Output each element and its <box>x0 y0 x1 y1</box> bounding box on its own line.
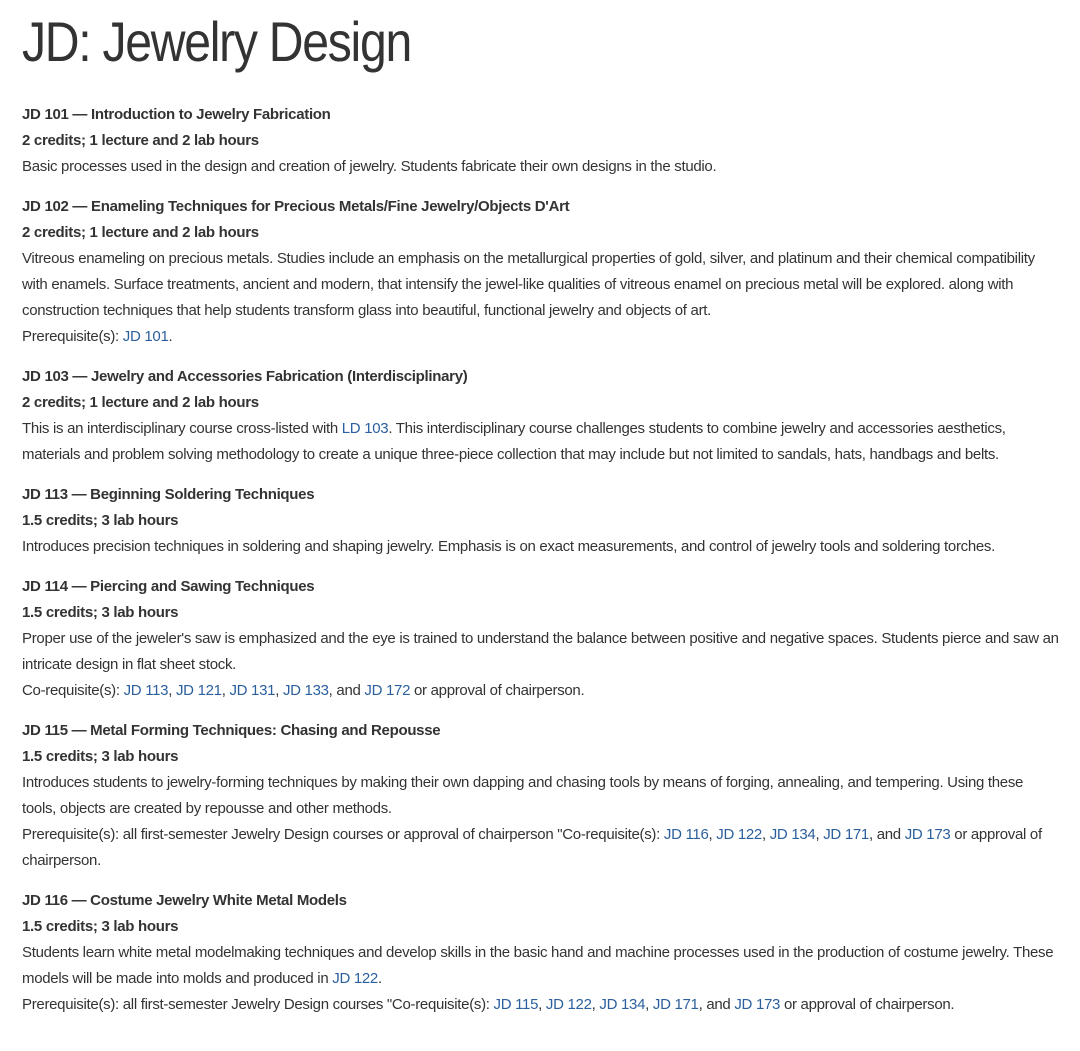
course-description: Proper use of the jeweler's saw is emphasized and the eye is trained to understand the balance between positive and negative spaces. Students pierce and saw an intricate design in flat sheet stock. <box>22 630 1059 673</box>
course-title: JD 102 — Enameling Techniques for Precious Metals/Fine Jewelry/Objects D'Art <box>22 198 570 215</box>
link-separator: , and <box>328 682 365 699</box>
desc-text: . <box>377 970 382 987</box>
req-suffix: or approval of chairperson. <box>780 996 955 1013</box>
course-link-jd-171[interactable]: JD 171 <box>823 826 869 843</box>
course-description <box>22 940 1060 992</box>
course-description: Introduces students to jewelry-forming techniques by making their own dapping and chasing tools by means of forging, annealing, and tempering. Using these tools, objects are created by repousse and other methods. <box>22 774 1024 817</box>
course-link-jd-101[interactable]: JD 101 <box>122 328 169 345</box>
course-jd-103 <box>22 364 1060 468</box>
course-title: JD 101 — Introduction to Jewelry Fabrication <box>22 106 331 123</box>
course-link-jd-134[interactable]: JD 134 <box>769 826 816 843</box>
course-link-jd-122[interactable]: JD 122 <box>545 996 592 1013</box>
req-label: Prerequisite(s): all first-semester Jewelry Design courses "Co-requisite(s): <box>22 996 494 1013</box>
prereq-label: Prerequisite(s): <box>22 328 123 345</box>
course-link-jd-134[interactable]: JD 134 <box>599 996 646 1013</box>
link-separator: , and <box>868 826 905 843</box>
course-jd-116 <box>22 888 1060 1018</box>
link-separator: , <box>275 682 283 699</box>
course-title: JD 115 — Metal Forming Techniques: Chasing and Repousse <box>22 722 441 739</box>
course-link-jd-173[interactable]: JD 173 <box>904 826 951 843</box>
course-link-jd-172[interactable]: JD 172 <box>364 682 411 699</box>
link-separator: , <box>761 826 770 843</box>
course-link-jd-133[interactable]: JD 133 <box>282 682 329 699</box>
course-link-jd-121[interactable]: JD 121 <box>175 682 222 699</box>
course-description: Basic processes used in the design and creation of jewelry. Students fabricate their own designs in the studio. <box>22 158 717 175</box>
link-separator: , <box>221 682 230 699</box>
coreq-label: Co-requisite(s): <box>22 682 124 699</box>
prereq-suffix: . <box>168 328 173 345</box>
course-link-jd-113[interactable]: JD 113 <box>123 682 169 699</box>
course-link-jd-131[interactable]: JD 131 <box>229 682 276 699</box>
course-title: JD 113 — Beginning Soldering Techniques <box>22 486 315 503</box>
req-suffix: or approval of chairperson. <box>22 826 1042 869</box>
course-requisites <box>22 822 1060 874</box>
course-jd-102 <box>22 194 1060 350</box>
link-separator: , <box>708 826 717 843</box>
course-link-ld-103[interactable]: LD 103 <box>341 420 389 437</box>
req-label: Prerequisite(s): all first-semester Jewelry Design courses or approval of chairperson "Co-requisite(s): <box>22 826 664 843</box>
link-separator: , and <box>698 996 735 1013</box>
course-credits: 1.5 credits; 3 lab hours <box>22 918 179 935</box>
course-jd-114 <box>22 574 1060 704</box>
course-credits: 2 credits; 1 lecture and 2 lab hours <box>22 132 259 149</box>
course-link-jd-116[interactable]: JD 116 <box>663 826 709 843</box>
course-description <box>22 416 1060 468</box>
course-credits: 1.5 credits; 3 lab hours <box>22 604 179 621</box>
course-title: JD 116 — Costume Jewelry White Metal Models <box>22 892 347 909</box>
link-separator: , <box>591 996 600 1013</box>
link-separator: , <box>168 682 176 699</box>
course-requisites <box>22 992 1060 1018</box>
desc-text: Students learn white metal modelmaking techniques and develop skills in the basic hand and machine processes used in the production of costume jewelry. These models will be made into molds and produced in <box>22 944 1054 987</box>
course-corequisites <box>22 678 1060 704</box>
course-description: Vitreous enameling on precious metals. Studies include an emphasis on the metallurgical properties of gold, silver, and platinum and their chemical compatibility with enamels. Surface treatments, ancient and modern, that intensify the jewel-like qualities of vitreous enamel on precious metal will be explored. along with construction techniques that help students transform glass into beautiful, functional jewelry and objects of art. <box>22 250 1035 319</box>
desc-text: This is an interdisciplinary course cross-listed with <box>22 420 342 437</box>
course-link-jd-171[interactable]: JD 171 <box>652 996 699 1013</box>
course-credits: 2 credits; 1 lecture and 2 lab hours <box>22 224 259 241</box>
course-jd-113 <box>22 482 1060 560</box>
course-title: JD 103 — Jewelry and Accessories Fabrication (Interdisciplinary) <box>22 368 468 385</box>
link-separator: , <box>538 996 546 1013</box>
course-jd-115 <box>22 718 1060 874</box>
course-description: Introduces precision techniques in soldering and shaping jewelry. Emphasis is on exact measurements, and control of jewelry tools and soldering torches. <box>22 538 996 555</box>
course-link-jd-122[interactable]: JD 122 <box>716 826 762 843</box>
course-credits: 1.5 credits; 3 lab hours <box>22 748 179 765</box>
course-credits: 2 credits; 1 lecture and 2 lab hours <box>22 394 259 411</box>
course-link-jd-173[interactable]: JD 173 <box>734 996 781 1013</box>
page-title: JD: Jewelry Design <box>22 10 411 73</box>
link-separator: , <box>815 826 824 843</box>
course-prerequisites <box>22 324 1060 350</box>
course-link-jd-115[interactable]: JD 115 <box>493 996 539 1013</box>
link-separator: , <box>645 996 653 1013</box>
coreq-suffix: or approval of chairperson. <box>410 682 585 699</box>
course-title: JD 114 — Piercing and Sawing Techniques <box>22 578 315 595</box>
course-link-jd-122[interactable]: JD 122 <box>332 970 378 987</box>
desc-text: . This interdisciplinary course challenges students to combine jewelry and accessories aesthetics, materials and problem solving methodology to create a unique three-piece collection that may include but not limited to sandals, hats, handbags and belts. <box>22 420 1006 463</box>
course-credits: 1.5 credits; 3 lab hours <box>22 512 179 529</box>
course-jd-101 <box>22 102 1060 180</box>
